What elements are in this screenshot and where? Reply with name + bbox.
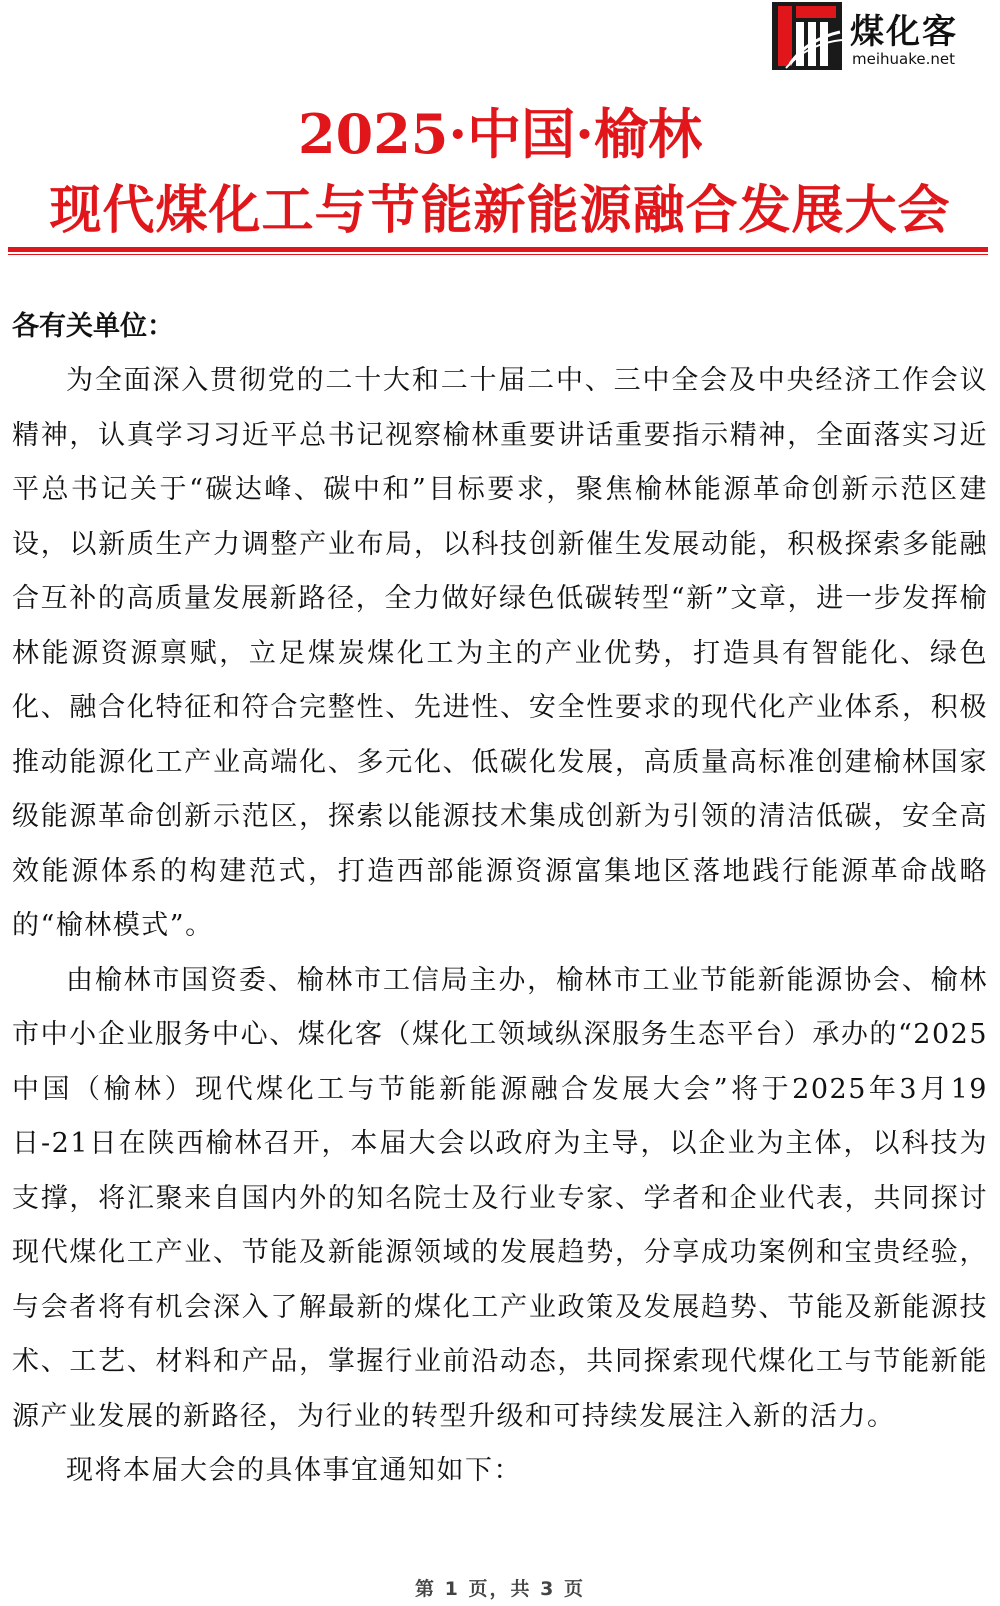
paragraph-intro: 为全面深入贯彻党的二十大和二十届二中、三中全会及中央经济工作会议精神，认真学习习近平总书记视察榆林重要讲话重要指示精神，全面落实习近平总书记关于“碳达峰、碳中和”目标要求，聚焦榆林能源革命创新示范区建设，以新质生产力调整产业布局，以科技创新催生发展动能，积极探索多能融合互补的高质量发展新路径，全力做好绿色低碳转型“新”文章，进一步发挥榆林能源资源禀赋，立足煤炭煤化工为主的产业优势，打造具有智能化、绿色化、融合化特征和符合完整性、先进性、安全性要求的现代化产业体系，积极推动能源化工产业高端化、多元化、低碳化发展，高质量高标准创建榆林国家级能源革命创新示范区，探索以能源技术集成创新为引领的清洁低碳，安全高效能源体系的构建范式，打造西部能源资源富集地区落地践行能源革命战略的“榆林模式”。 [12, 365, 988, 941]
meihuake-logo-icon [772, 2, 842, 70]
paragraph-organizers: 由榆林市国资委、榆林市工信局主办，榆林市工业节能新能源协会、榆林市中小企业服务中心、煤化客（煤化工领域纵深服务生态平台）承办的“2025中国（榆林）现代煤化工与节能新能源融合发展大会”将于2025年3月19日-21日在陕西榆林召开，本届大会以政府为主导，以企业为主体，以科技为支撑，将汇聚来自国内外的知名院士及行业专家、学者和企业代表，共同探讨现代煤化工产业、节能及新能源领域的发展趋势，分享成功案例和宝贵经验，与会者将有机会深入了解最新的煤化工产业政策及发展趋势、节能及新能源技术、工艺、材料和产品，掌握行业前沿动态，共同探索现代煤化工与节能新能源产业发展的新路径，为行业的转型升级和可持续发展注入新的活力。 [12, 964, 988, 1432]
paragraph-notice: 现将本届大会的具体事宜通知如下： [66, 1455, 522, 1486]
title-line-2: 现代煤化工与节能新能源融合发展大会 [49, 180, 951, 241]
document-body [12, 300, 988, 1499]
title-divider-thick [8, 247, 988, 252]
title-divider-thin [8, 254, 988, 255]
brand-logo [772, 2, 972, 72]
logo-url: meihuake.net [852, 50, 955, 68]
page-number: 第 1 页，共 3 页 [415, 1578, 585, 1600]
title-line-1: 2025·中国·榆林 [298, 102, 702, 166]
salutation: 各有关单位： [12, 311, 174, 342]
logo-brand-name: 煤化客 [850, 12, 958, 52]
